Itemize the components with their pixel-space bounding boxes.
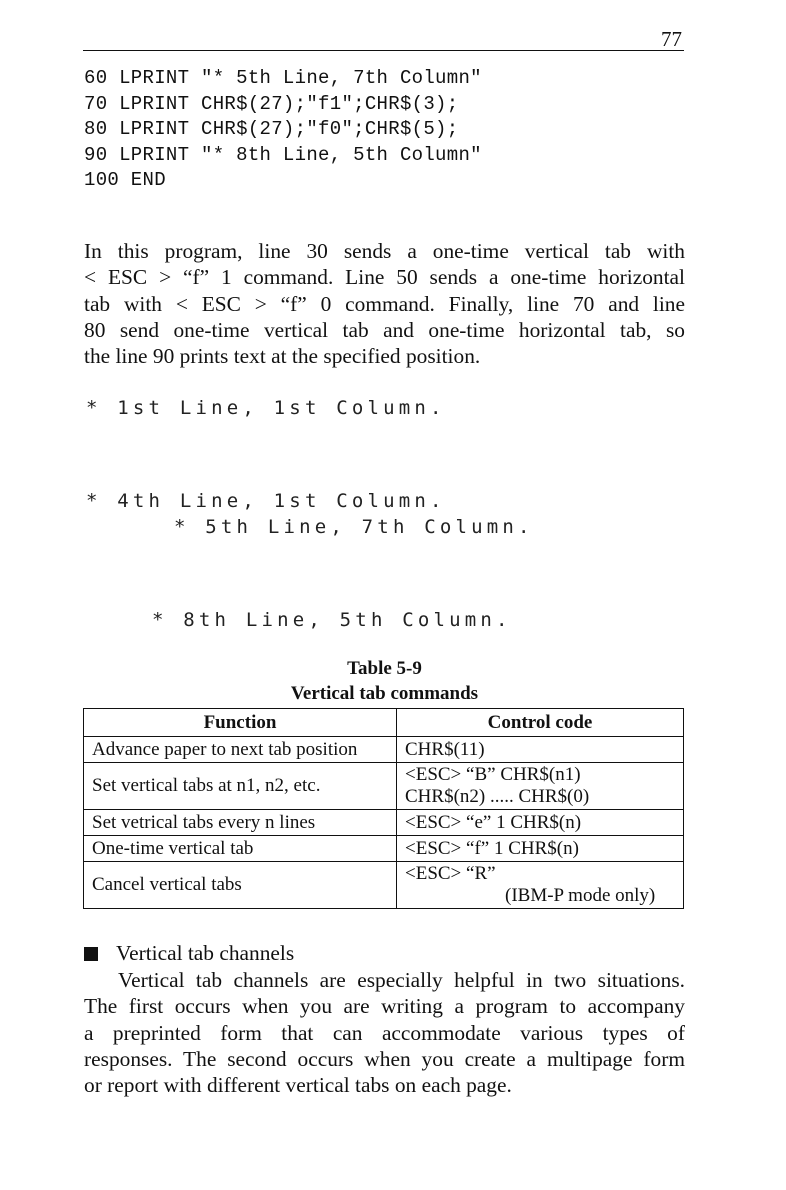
printer-output-line: * 4th Line, 1st Column. [86, 490, 446, 512]
body-paragraph [84, 238, 685, 369]
control-code-line: <ESC> “e” 1 CHR$(n) [405, 811, 582, 833]
paragraph-line: the line 90 prints text at the specified position. [84, 344, 481, 369]
table-row [84, 862, 684, 909]
table-row [84, 737, 684, 763]
function-cell: Cancel vertical tabs [84, 862, 397, 909]
paragraph-line: 80 send one-time vertical tab and one-time horizontal tab, so [84, 317, 685, 342]
control-code-cell [397, 862, 684, 909]
code-line: 100 END [84, 169, 166, 191]
code-line: 60 LPRINT "* 5th Line, 7th Column" [84, 67, 482, 89]
code-line: 80 LPRINT CHR$(27);"f0";CHR$(5); [84, 118, 459, 140]
table-row [84, 810, 684, 836]
vertical-tab-commands-table [83, 708, 684, 909]
control-code-line: CHR$(n2) ..... CHR$(0) [405, 786, 590, 807]
table-row [84, 836, 684, 862]
section-paragraph [84, 967, 685, 1098]
code-line: 70 LPRINT CHR$(27);"f1";CHR$(3); [84, 92, 459, 115]
square-bullet-icon [84, 947, 98, 961]
control-code-line: <ESC> “f” 1 CHR$(n) [405, 837, 579, 859]
control-code-line: <ESC> “R” [405, 863, 496, 884]
paragraph-line: a preprinted form that can accommodate various types of [84, 1020, 685, 1045]
paragraph-line: tab with < ESC > “f” 0 command. Finally, line 70 and line [84, 291, 685, 316]
table-header-row [84, 709, 684, 737]
paragraph-line: In this program, line 30 sends a one-time vertical tab with [84, 239, 685, 263]
control-code-cell [397, 810, 684, 836]
paragraph-line: responses. The second occurs when you create a multipage form [84, 1046, 685, 1071]
table-row [84, 763, 684, 810]
control-code-line: <ESC> “B” CHR$(n1) [405, 764, 581, 785]
control-code-cell [397, 737, 684, 763]
function-cell: Set vertical tabs at n1, n2, etc. [84, 763, 397, 810]
function-cell: Set vetrical tabs every n lines [84, 810, 397, 836]
paragraph-line: The first occurs when you are writing a program to accompany [84, 994, 685, 1019]
section-heading-text: Vertical tab channels [116, 941, 295, 965]
control-code-line: (IBM-P mode only) [505, 885, 656, 906]
printer-output-line: * 1st Line, 1st Column. [86, 397, 446, 419]
header-function: Function [84, 709, 397, 737]
control-code-line: CHR$(11) [405, 738, 485, 760]
section-heading [84, 941, 294, 966]
function-cell: One-time vertical tab [84, 836, 397, 862]
printer-output-line: * 5th Line, 7th Column. [174, 516, 534, 538]
code-listing [84, 66, 482, 194]
code-line: 90 LPRINT "* 8th Line, 5th Column" [84, 143, 482, 166]
paragraph-line: < ESC > “f” 1 command. Line 50 sends a one-time horizontal [84, 265, 685, 290]
header-rule [83, 50, 684, 51]
table-subtitle: Vertical tab commands [290, 683, 479, 704]
control-code-cell [397, 836, 684, 862]
table-title: Table 5-9 [347, 658, 422, 679]
header-control-code: Control code [397, 709, 684, 737]
printer-output-line: * 8th Line, 5th Column. [152, 609, 512, 631]
function-cell: Advance paper to next tab position [84, 737, 397, 763]
paragraph-line: Vertical tab channels are especially helpful in two situations. [118, 968, 685, 992]
page-number: 77 [661, 27, 682, 51]
control-code-cell [397, 763, 684, 810]
paragraph-line: or report with different vertical tabs on each page. [84, 1073, 512, 1098]
